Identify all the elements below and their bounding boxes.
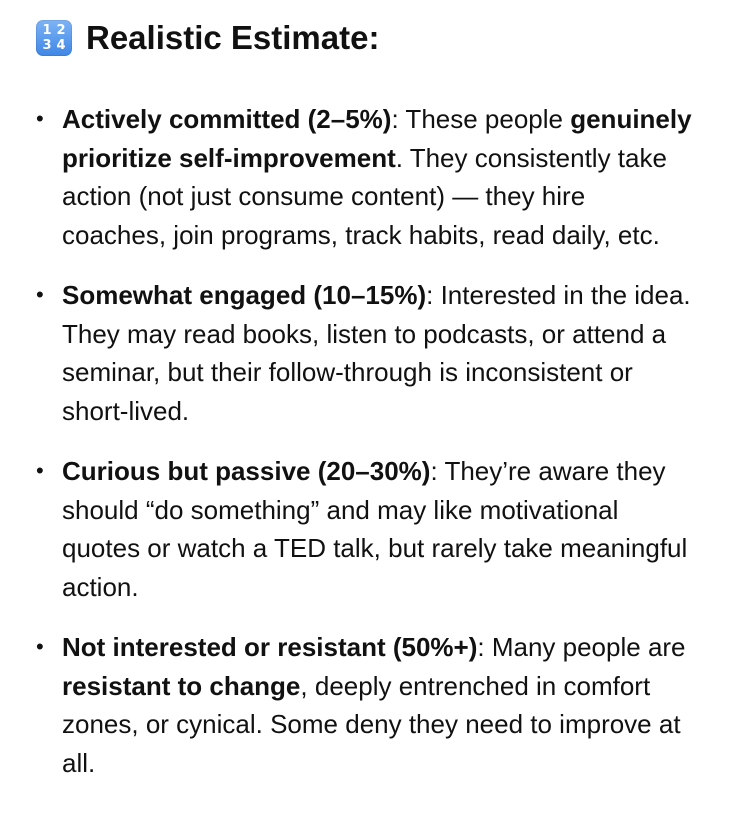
section-heading	[36, 16, 692, 60]
item-label: Actively committed (2–5%)	[62, 104, 392, 134]
item-emphasis: resistant to change	[62, 670, 301, 701]
item-label: Not interested or resistant (50%+)	[62, 632, 478, 662]
estimate-list	[36, 100, 692, 782]
item-text: : Many people are	[477, 632, 686, 662]
list-item-somewhat-engaged	[36, 276, 692, 430]
item-label: Curious but passive (20–30%)	[62, 456, 431, 486]
bullet-icon: •	[36, 634, 44, 659]
bullet-icon: •	[36, 458, 44, 483]
bullet-icon: •	[36, 282, 44, 307]
item-label: Somewhat engaged (10–15%)	[62, 280, 427, 310]
item-text: : Interested in the idea. They may read books, listen to podcasts, or attend a seminar, but their follow-through is inconsistent or short-lived.	[62, 280, 691, 426]
list-item-actively-committed	[36, 100, 692, 254]
input-numbers-icon: 1 2 3 4	[36, 20, 72, 56]
heading-text: Realistic Estimate:	[86, 19, 380, 56]
list-item-curious-but-passive	[36, 452, 692, 606]
bullet-icon: •	[36, 106, 44, 131]
item-text: : They’re aware they should “do something” and may like motivational quotes or watch a TED talk, but rarely take meaningful action.	[62, 456, 688, 602]
item-text: . They consistently take action (not just consume content) — they hire coaches, join programs, track habits, read daily, etc.	[62, 142, 667, 250]
item-text: , deeply entrenched in comfort zones, or cynical. Some deny they need to improve at all.	[62, 670, 681, 778]
item-text: : These people	[391, 104, 571, 134]
list-item-not-interested	[36, 628, 692, 782]
item-emphasis: genuinely prioritize self-improvement	[62, 104, 692, 173]
